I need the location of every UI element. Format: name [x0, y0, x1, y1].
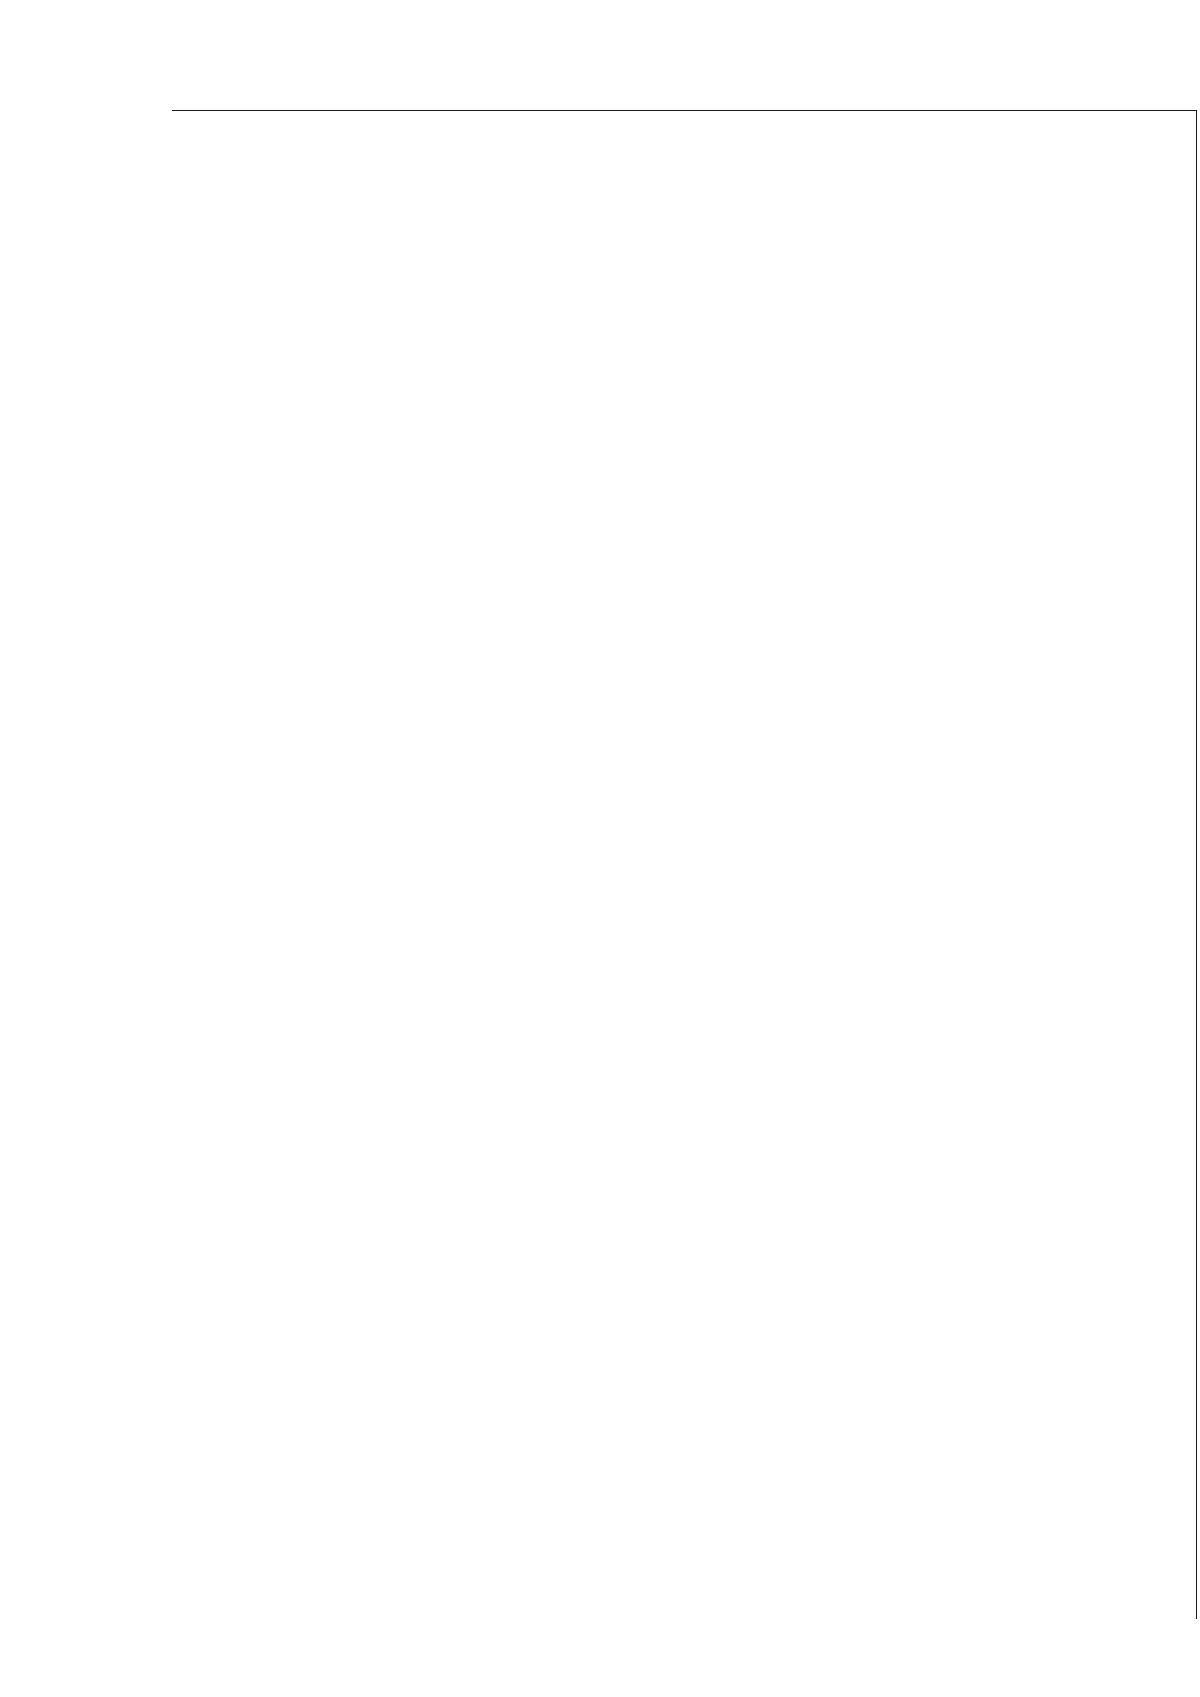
data-table — [172, 110, 1197, 1619]
